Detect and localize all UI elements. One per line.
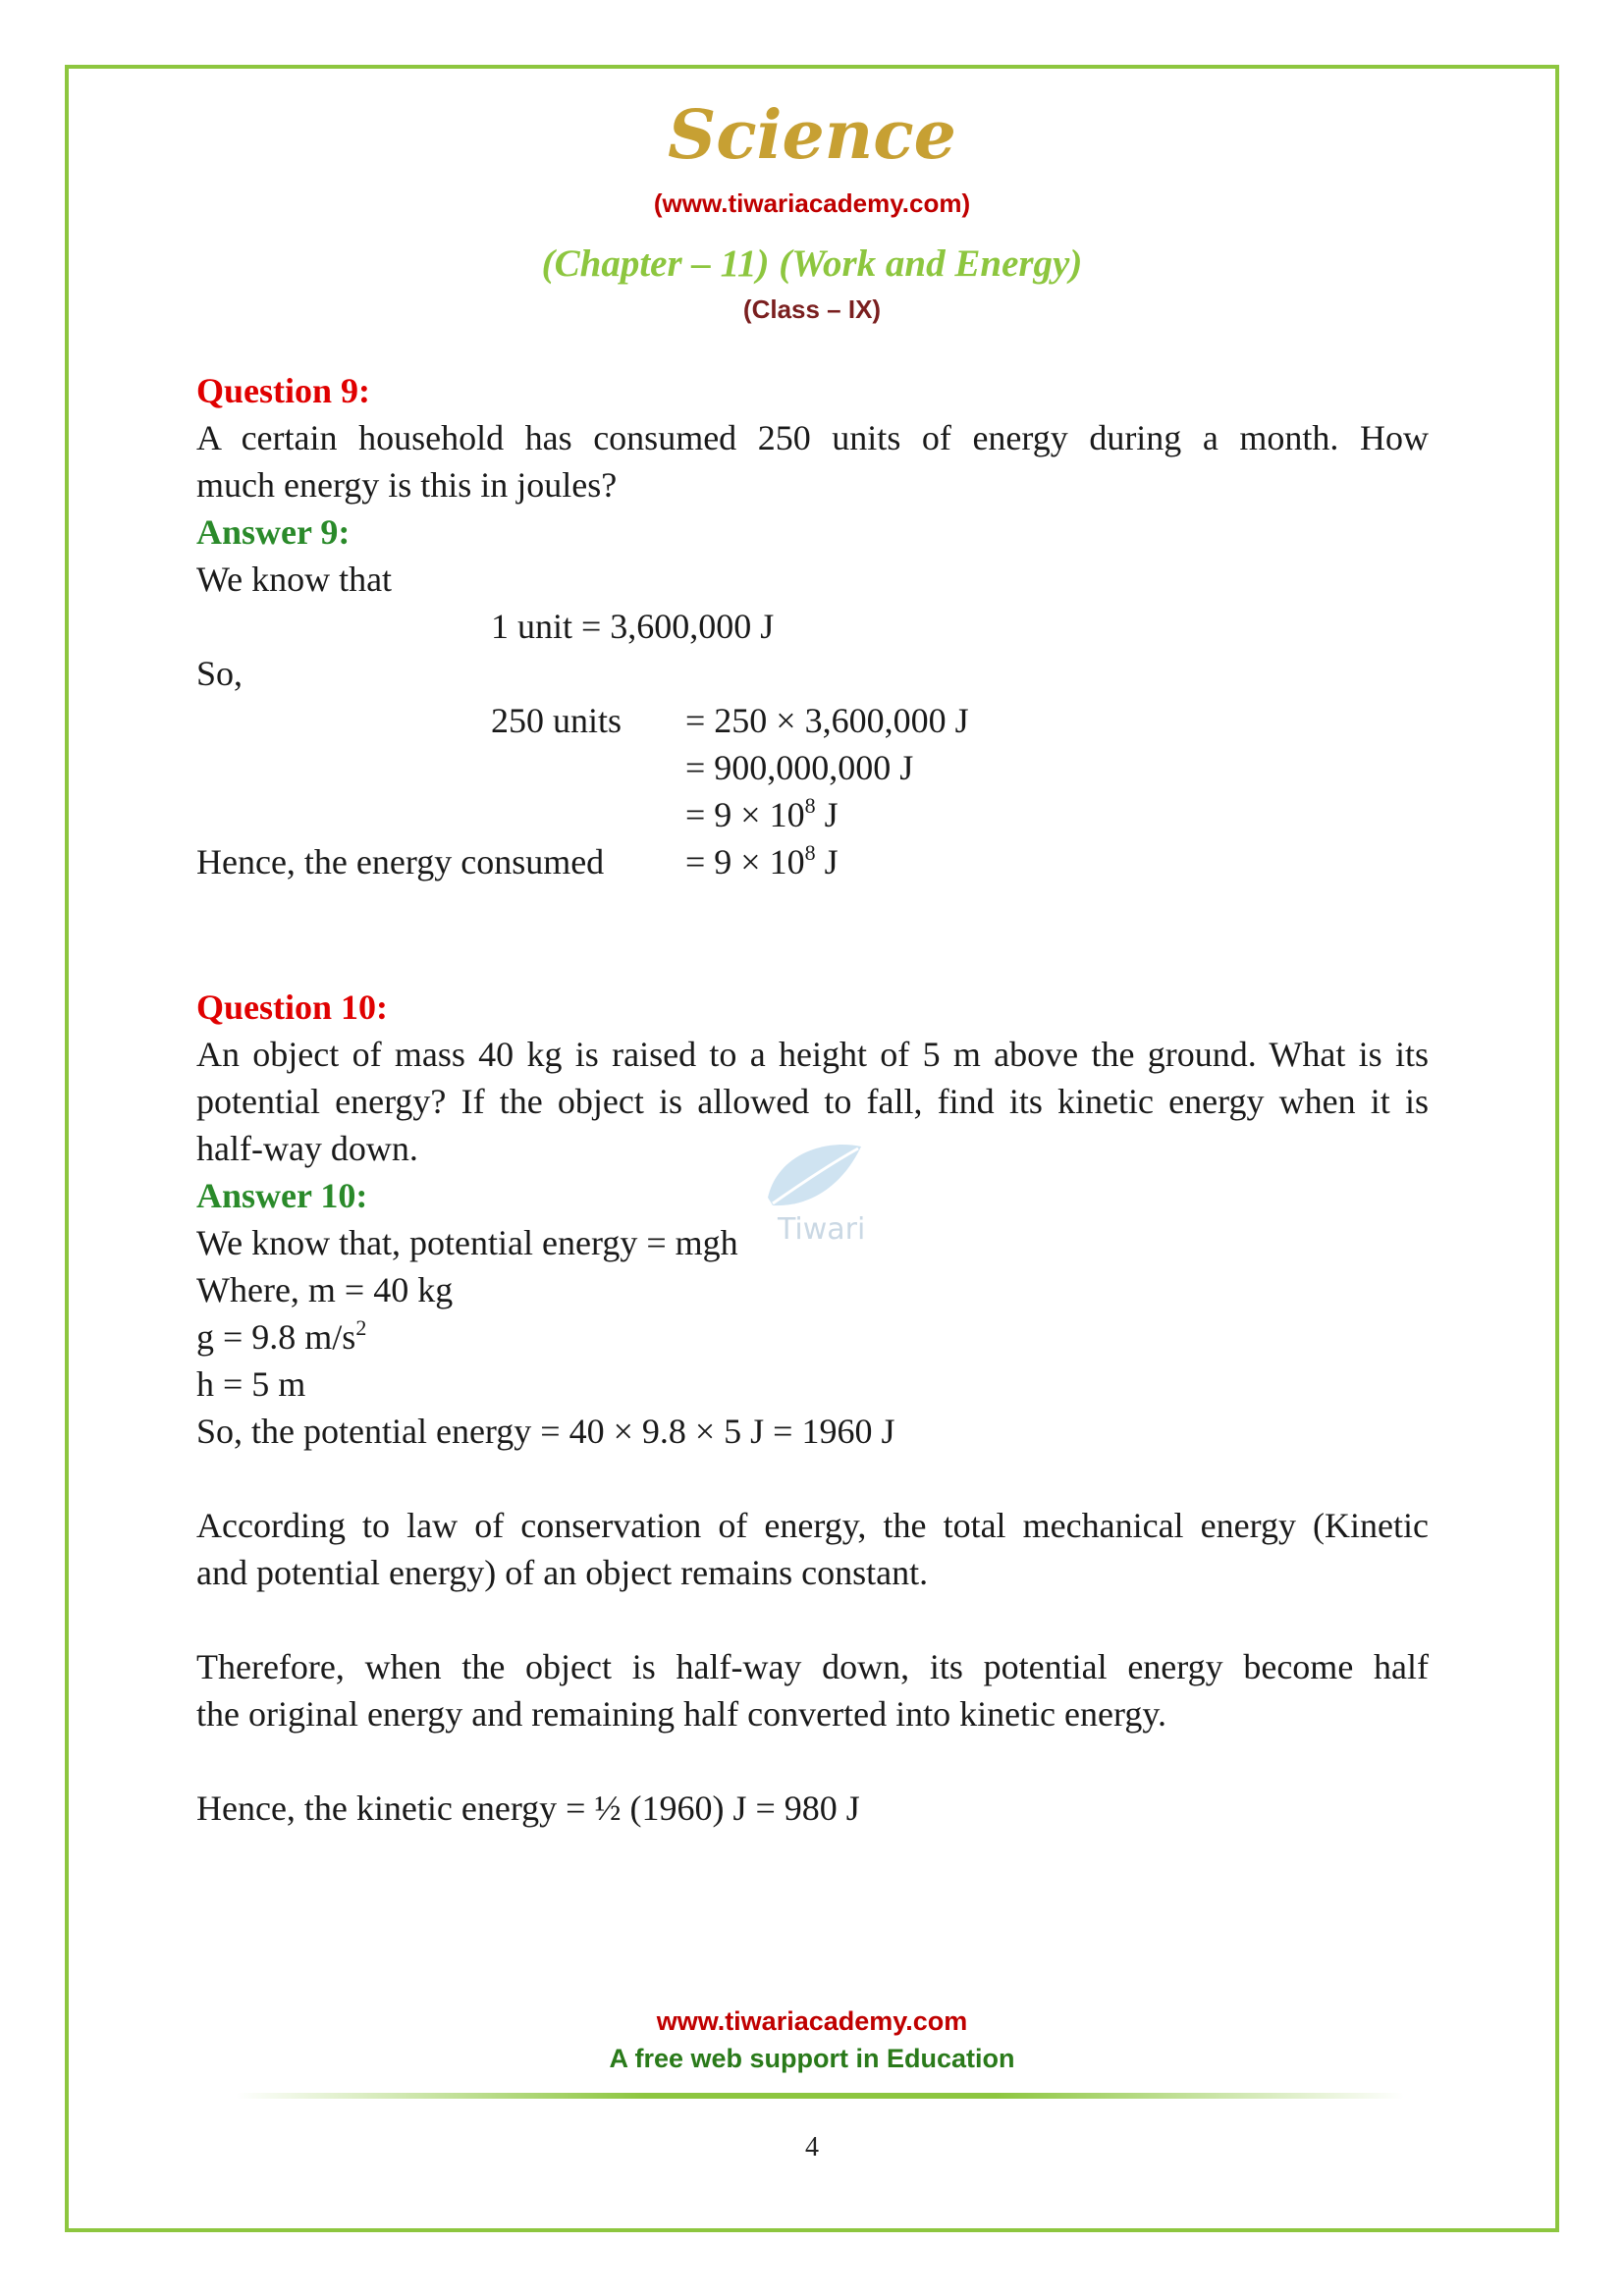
answer-10-gravity: g = 9.8 $m/s^2$: [196, 1315, 367, 1357]
page-number: 4: [805, 2132, 819, 2163]
answer-9-hence: Hence, the energy consumed: [196, 842, 605, 881]
answer-10-therefore-line-1: Therefore, when the object is half-way down, its potential energy become half: [196, 1647, 1429, 1686]
answer-10-height: h = 5 m: [196, 1364, 306, 1404]
answer-9-label: Answer 9:: [196, 512, 351, 552]
answer-9-final: = $9 \times 10^8$ J: [685, 840, 839, 881]
answer-9-step-3: = $9 \times 10^8$ J: [685, 793, 839, 834]
answer-10-pe-result: So, the potential energy = 40 × 9.8 × 5 J = 1960 J: [196, 1412, 895, 1451]
answer-10-label: Answer 10:: [196, 1176, 368, 1215]
question-9-label: Question 9:: [196, 371, 371, 410]
tiwari-leaf-watermark-icon: [748, 1129, 876, 1256]
answer-9-step-2: = 900,000,000 J: [685, 748, 914, 787]
answer-10-law-line-2: and potential energy) of an object remains constant.: [196, 1553, 929, 1592]
answer-10-mass: Where, m = 40 kg: [196, 1270, 454, 1309]
answer-9-lhs: 250 units: [491, 701, 623, 740]
header-site-link[interactable]: (www.tiwariacademy.com): [653, 188, 971, 218]
answer-10-ke-result: Hence, the kinetic energy = ½ (1960) J = 980 J: [196, 1789, 860, 1828]
answer-10-therefore-line-2: the original energy and remaining half converted into kinetic energy.: [196, 1694, 1166, 1734]
answer-9-unit-equation: 1 unit = 3,600,000 J: [491, 607, 775, 646]
chapter-heading: (Chapter – 11) (Work and Energy): [541, 242, 1083, 285]
answer-10-law-line-1: According to law of conservation of energy, the total mechanical energy (Kinetic: [196, 1506, 1429, 1545]
answer-9-so: So,: [196, 654, 244, 693]
class-heading: (Class – IX): [742, 294, 882, 324]
page-title: Science: [668, 96, 956, 175]
answer-9-step-1: = 250 × 3,600,000 J: [685, 701, 969, 740]
question-10-text-line-3: half-way down.: [196, 1129, 418, 1168]
question-10-label: Question 10:: [196, 988, 389, 1027]
question-10-text-line-2: potential energy? If the object is allowed to fall, find its kinetic energy when it is: [196, 1082, 1429, 1121]
watermark-logo-text: Tiwari: [778, 1212, 866, 1247]
answer-9-we-know: We know that: [196, 560, 393, 599]
footer-site-link[interactable]: www.tiwariacademy.com: [656, 2006, 968, 2036]
question-9-text-line-2: much energy is this in joules?: [196, 465, 618, 505]
question-9-text-line-1: A certain household has consumed 250 units of energy during a month. How: [196, 418, 1429, 457]
answer-10-pe-formula: We know that, potential energy = mgh: [196, 1223, 738, 1262]
question-10-text-line-1: An object of mass 40 kg is raised to a height of 5 m above the ground. What is its: [196, 1035, 1429, 1074]
footer-divider: [236, 2093, 1404, 2099]
footer-tagline: A free web support in Education: [609, 2044, 1015, 2073]
